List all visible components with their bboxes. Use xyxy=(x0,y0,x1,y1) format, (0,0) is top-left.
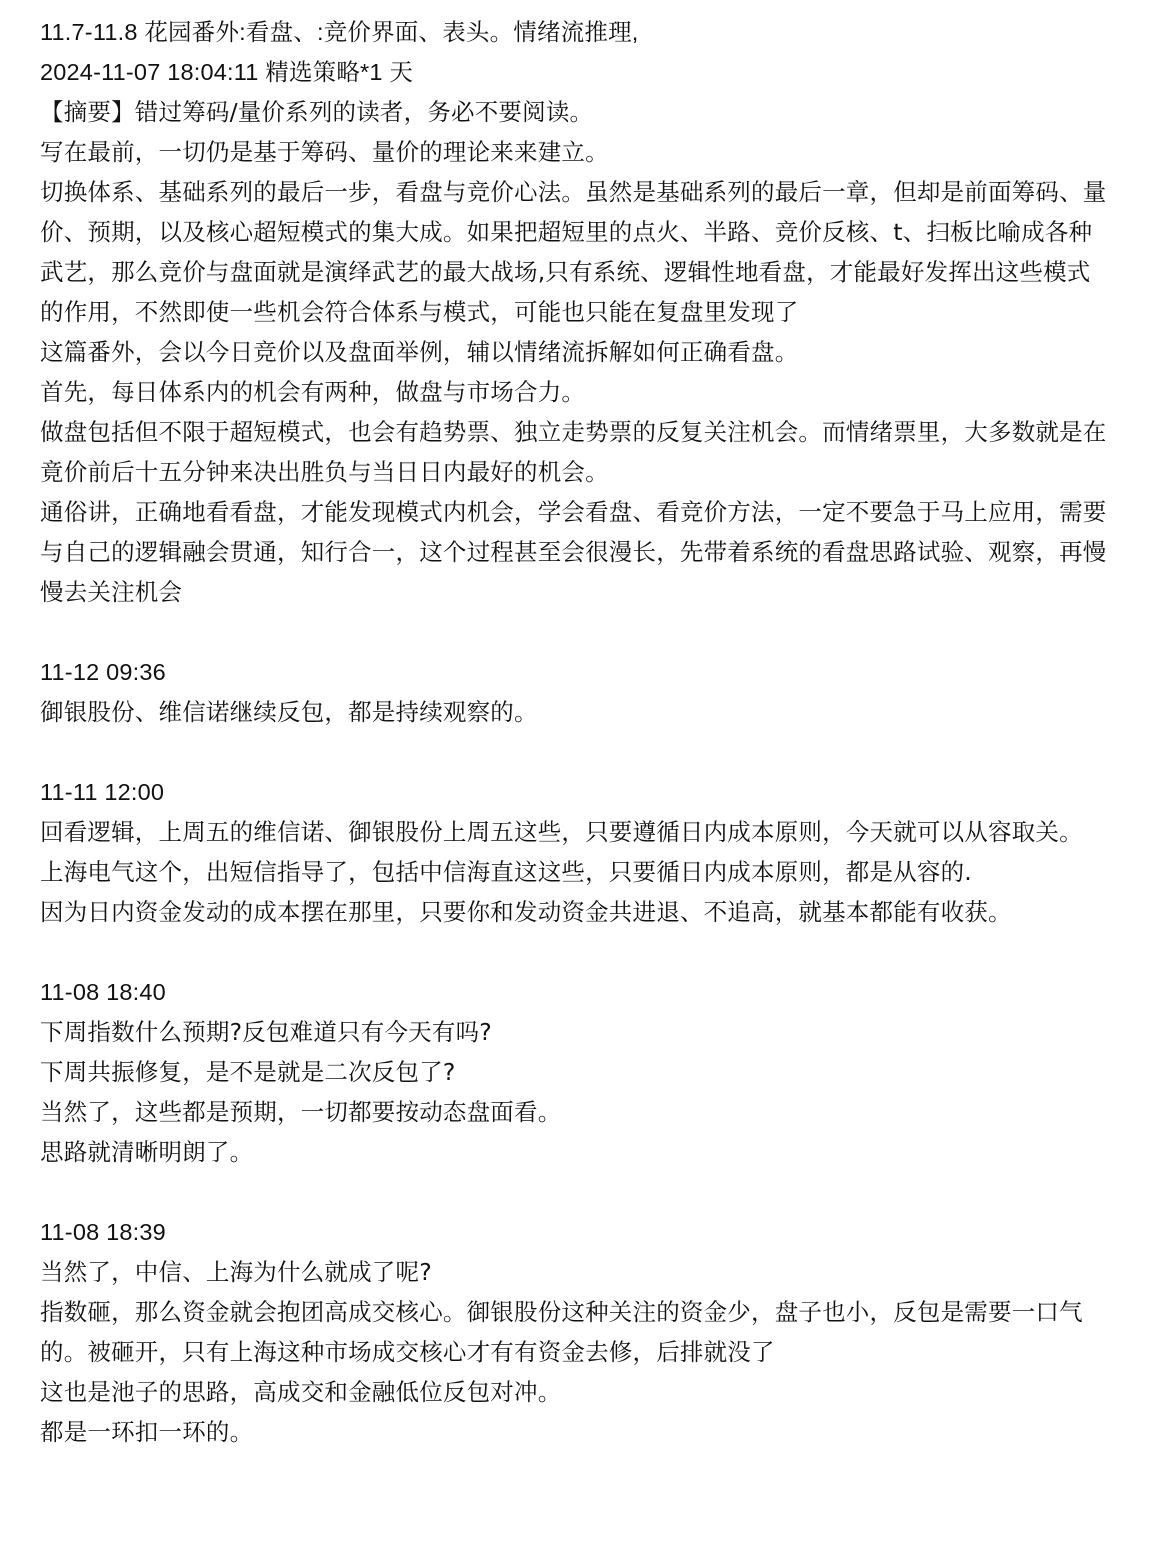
document-title: 11.7-11.8 花园番外:看盘、:竞价界面、表头。情绪流推理, xyxy=(40,19,639,45)
intro-paragraph: 通俗讲，正确地看看盘，才能发现模式内机会，学会看盘、看竞价方法，一定不要急于马上应用，需要与自己的逻辑融会贯通，知行合一，这个过程甚至会很漫长，先带着系统的看盘思路试验、观察，再慢慢去关注机会 xyxy=(40,498,1107,606)
section-spacer xyxy=(40,612,1112,652)
section-spacer xyxy=(40,932,1112,972)
update-line: 因为日内资金发动的成本摆在那里，只要你和发动资金共进退、不追高，就基本都能有收获。 xyxy=(40,898,1012,926)
update-line: 当然了，中信、上海为什么就成了呢? xyxy=(40,1258,432,1286)
intro-paragraph: 写在最前，一切仍是基于筹码、量价的理论来来建立。 xyxy=(40,138,609,166)
update-timestamp: 11-08 18:39 xyxy=(40,1219,166,1245)
update-timestamp: 11-08 18:40 xyxy=(40,979,166,1005)
update-line: 御银股份、维信诺继续反包，都是持续观察的。 xyxy=(40,698,538,726)
update-line: 回看逻辑，上周五的维信诺、御银股份上周五这些，只要遵循日内成本原则，今天就可以从容取关。 xyxy=(40,818,1083,846)
section-spacer xyxy=(40,1172,1112,1212)
intro-paragraph: 【摘要】错过筹码/量价系列的读者，务必不要阅读。 xyxy=(40,98,594,126)
update-line: 当然了，这些都是预期，一切都要按动态盘面看。 xyxy=(40,1098,562,1126)
update-line: 下周指数什么预期?反包难道只有今天有吗? xyxy=(40,1018,492,1046)
publish-meta: 2024-11-07 18:04:11 精选策略*1 天 xyxy=(40,59,414,85)
update-timestamp: 11-11 12:00 xyxy=(40,779,165,805)
intro-paragraph: 做盘包括但不限于超短模式，也会有趋势票、独立走势票的反复关注机会。而情绪票里，大多数就是在竟价前后十五分钟来决出胜负与当日日内最好的机会。 xyxy=(40,418,1107,486)
intro-paragraph: 首先，每日体系内的机会有两种，做盘与市场合力。 xyxy=(40,378,586,406)
update-line: 思路就清晰明朗了。 xyxy=(40,1138,254,1166)
update-line: 下周共振修复，是不是就是二次反包了? xyxy=(40,1058,456,1086)
intro-paragraph: 切换体系、基础系列的最后一步，看盘与竞价心法。虽然是基础系列的最后一章，但却是前面筹码、量价、预期，以及核心超短模式的集大成。如果把超短里的点火、半路、竞价反核、t、扫板比喻成各种武艺，那么竞价与盘面就是演绎武艺的最大战场,只有系统、逻辑性地看盘，才能最好发挥出这些模式的作用，不然即使一些机会符合体系与模式，可能也只能在复盘里发现了 xyxy=(40,178,1107,326)
document xyxy=(40,12,1112,1452)
update-line: 都是一环扣一环的。 xyxy=(40,1418,254,1446)
update-line: 上海电气这个，出短信指导了，包括中信海直这这些，只要循日内成本原则，都是从容的. xyxy=(40,858,972,886)
section-spacer xyxy=(40,732,1112,772)
update-line: 这也是池子的思路，高成交和金融低位反包对冲。 xyxy=(40,1378,562,1406)
update-timestamp: 11-12 09:36 xyxy=(40,659,166,685)
intro-paragraph: 这篇番外，会以今日竞价以及盘面举例，辅以情绪流拆解如何正确看盘。 xyxy=(40,338,799,366)
update-line: 指数砸，那么资金就会抱团高成交核心。御银股份这种关注的资金少，盘子也小，反包是需要一口气的。被砸开，只有上海这种市场成交核心才有有资金去修，后排就没了 xyxy=(40,1298,1083,1366)
